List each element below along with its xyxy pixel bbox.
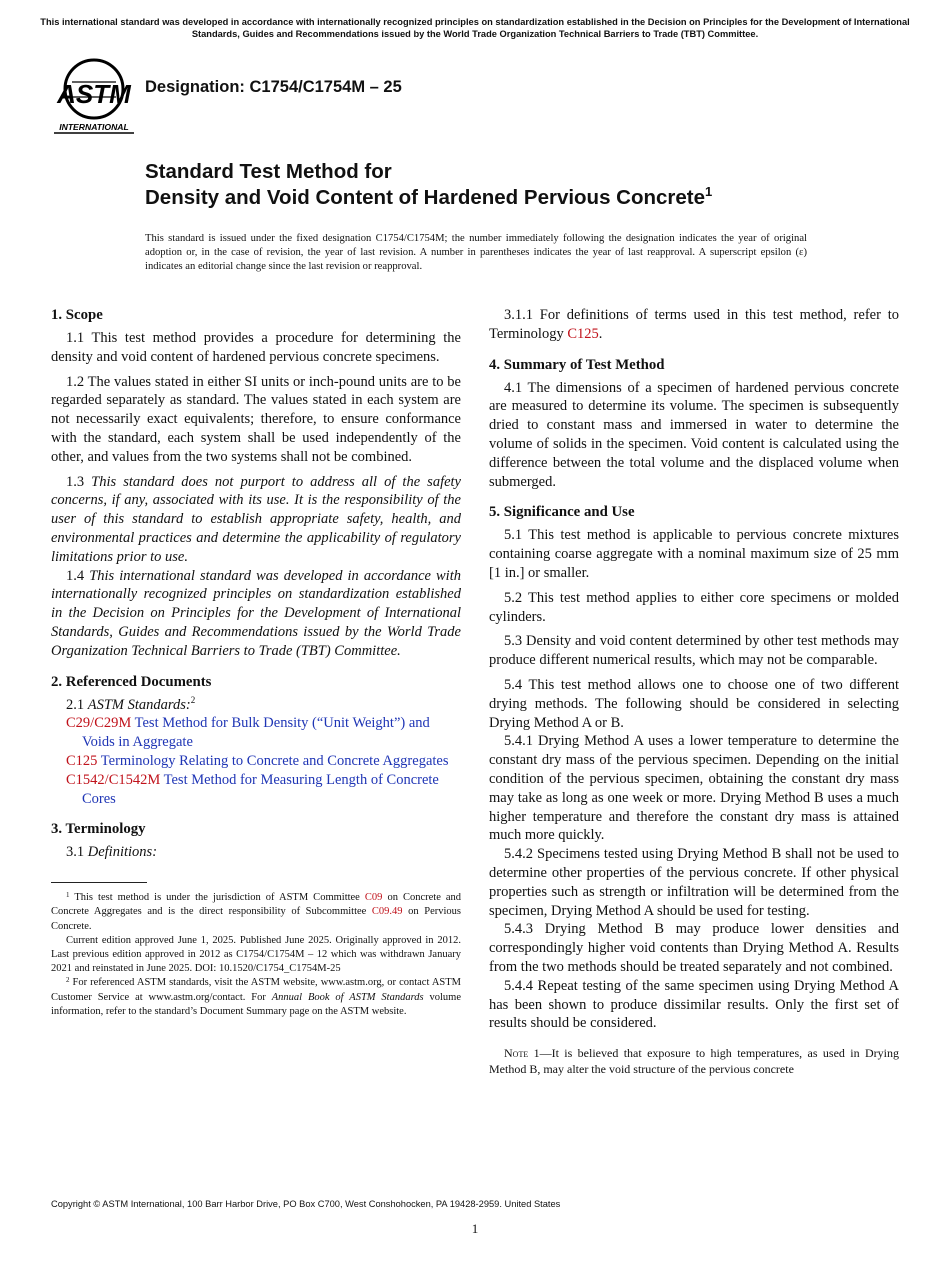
title-line-2: Density and Void Content of Hardened Pervious Concrete$^1$ bbox=[145, 184, 713, 209]
paragraph-4-1: 4.1 The dimensions of a specimen of hardened pervious concrete are measured to determine its volume. The specimen is subsequently dried to constant mass and immersed in water to determine the volume of solids in the specimen. Void content is calculated using the difference between the total volume and the displaced volume when submerged. bbox=[489, 379, 899, 490]
paragraph-3-1-1: 3.1.1 For definitions of terms used in this test method, refer to Terminology C125. bbox=[489, 307, 899, 342]
paragraph-5-4-1: 5.4.1 Drying Method A uses a lower temperature to determine the constant dry mass of the pervious specimen. Depending on the initial condition of the pervious specimen, obtaining the constant dry mass may take as long as one week or more. Drying Method B uses a much higher temperature and therefore the constant dry mass is attained much more quickly. bbox=[489, 733, 899, 844]
footnote-1: $^1$ This test method is under the jurisdiction of ASTM Committee C09 on Concrete and Concrete Aggregates and is the direct responsibility of Subcommittee C09.49 on Pervious Concrete. bbox=[51, 891, 462, 932]
paragraph-1-1: 1.1 This test method provides a procedure for determining the density and void content of hardened pervious concrete specimens. bbox=[51, 330, 461, 365]
footnote-1-edition: Current edition approved June 1, 2025. Published June 2025. Originally approved in 2012. Last previous edition approved in 2012 as C1754/C1754M – 12 which was withdrawn January 2021 and reinstated in June 2025. DOI: 10.1520/C1754_C1754M-25 bbox=[51, 934, 461, 975]
reference-link-c29[interactable]: C29/C29M Test Method for Bulk Density (“Unit Weight”) and Voids in Aggregate bbox=[66, 715, 430, 751]
paragraph-3-1: 3.1 Definitions: bbox=[66, 844, 158, 861]
title-footnote-mark: 1 bbox=[705, 184, 713, 199]
paragraph-5-3: 5.3 Density and void content determined by other test methods may produce different numerical results, which may not be comparable. bbox=[489, 633, 899, 669]
issue-note: This standard is issued under the fixed designation C1754/C1754M; the number immediately following the designation indicates the year of original adoption or, in the case of revision, the year of last revision. A number in parentheses indicates the year of last reapproval. A superscript epsilon (ε) indicates an editorial change since the last revision or reapproval. bbox=[145, 233, 807, 272]
note-1: Note 1—It is believed that exposure to high temperatures, as used in Drying Method B, may alter the void structure of the pervious concrete bbox=[489, 1046, 899, 1077]
section-heading-scope: 1. Scope bbox=[51, 307, 103, 323]
international-standard-notice: This international standard was developed in accordance with internationally recognized principles on standardization established in the Decision on Principles for the Development of International Standards, Guides and Recommendations issued by the World Trade Organization Technical Barriers to Trade (TBT) Committee. bbox=[40, 17, 910, 39]
paragraph-1-3: 1.3 This standard does not purport to address all of the safety concerns, if any, associated with its use. It is the responsibility of the user of this standard to establish appropriate safety, health, and environmental practices and determine the applicability of regulatory limitations prior to use. bbox=[51, 473, 461, 565]
paragraph-1-4: 1.4 This international standard was developed in accordance with internationally recognized principles on standardization established in the Decision on Principles for the Development of International Standards, Guides and Recommendations issued by the World Trade Organization Technical Barriers to Trade (TBT) Committee. bbox=[51, 567, 461, 659]
document-title bbox=[145, 159, 865, 211]
right-column bbox=[489, 306, 899, 1077]
title-line-1: Standard Test Method for bbox=[145, 160, 392, 183]
footnote-2: $^2$ For referenced ASTM standards, visit the ASTM website, www.astm.org, or contact ASTM Customer Service at www.astm.org/contact. For Annual Book of ASTM Standards volume information, refer to the standard’s Document Summary page on the ASTM website. bbox=[51, 976, 462, 1017]
copyright-footer: Copyright © ASTM International, 100 Barr Harbor Drive, PO Box C700, West Conshohocken, PA 19428-2959. United States bbox=[51, 1199, 561, 1209]
section-heading-summary: 4. Summary of Test Method bbox=[489, 356, 665, 373]
reference-link-c125-inline[interactable]: C125 bbox=[567, 325, 599, 342]
paragraph-5-4-3: 5.4.3 Drying Method B may produce lower densities and correspondingly higher void contents than Drying Method A. Results from the two methods should be treated separately and not combined. bbox=[489, 921, 899, 975]
paragraph-5-4-2: 5.4.2 Specimens tested using Drying Method B shall not be used to determine other properties of the pervious concrete. If other physical properties such as strength or infiltration will be determined from the specimen, Drying Method A should be used for testing. bbox=[489, 846, 899, 919]
reference-link-c1542[interactable]: C1542/C1542M Test Method for Measuring Length of Concrete Cores bbox=[66, 771, 439, 807]
logo-text: ASTM bbox=[57, 79, 131, 109]
committee-link-c09[interactable]: C09 bbox=[364, 892, 383, 904]
left-column bbox=[51, 306, 461, 1019]
footnote-divider bbox=[51, 882, 147, 883]
astm-logo-icon bbox=[52, 56, 136, 136]
section-heading-terminology: 3. Terminology bbox=[51, 821, 146, 838]
paragraph-2-1: 2.1 ASTM Standards:$^2$ bbox=[66, 694, 196, 713]
paragraph-1-2: 1.2 The values stated in either SI units or inch-pound units are to be regarded separately as standard. The values stated in each system are not necessarily exact equivalents; therefore, to ensure conformance with the standard, each system shall be used independently of the other, and values from the two systems shall not be combined. bbox=[51, 373, 461, 465]
reference-link-c125[interactable]: C125 Terminology Relating to Concrete and Concrete Aggregates bbox=[66, 752, 449, 769]
paragraph-5-4-4: 5.4.4 Repeat testing of the same specimen using Drying Method A has been shown to produce dissimilar results. Only the first set of results should be considered. bbox=[489, 977, 899, 1032]
subcommittee-link-c0949[interactable]: C09.49 bbox=[371, 906, 403, 918]
paragraph-5-1: 5.1 This test method is applicable to pervious concrete mixtures containing coarse aggregate with a nominal maximum size of 25 mm [1 in.] or smaller. bbox=[489, 527, 899, 581]
paragraph-5-4: 5.4 This test method allows one to choose one of two different drying methods. The following should be considered in selecting Drying Method A or B. bbox=[489, 676, 899, 731]
page-number: 1 bbox=[471, 1221, 479, 1236]
section-heading-significance: 5. Significance and Use bbox=[489, 504, 635, 521]
section-heading-referenced: 2. Referenced Documents bbox=[51, 673, 212, 690]
logo-subtext: INTERNATIONAL bbox=[59, 122, 129, 132]
designation: Designation: C1754/C1754M – 25 bbox=[145, 78, 402, 96]
paragraph-5-2: 5.2 This test method applies to either core specimens or molded cylinders. bbox=[489, 589, 899, 625]
